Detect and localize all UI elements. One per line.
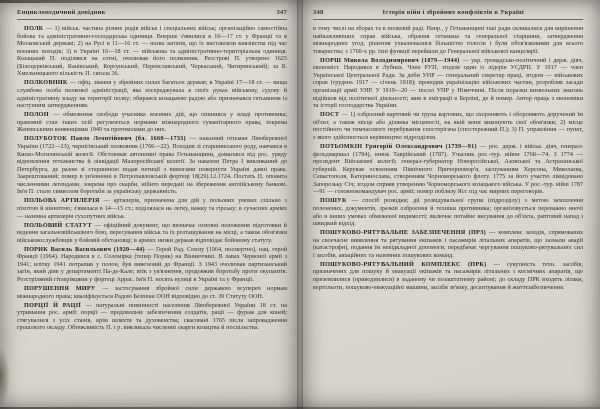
right-running-header [313,9,583,20]
entry-term: ПОШУКОВО-РЯТУВАЛЬНИЙ КОМПЛЕКС (ПРК) [320,260,494,268]
entry-term: ПОРЦІЇ Й РАЦІЇ [24,301,86,309]
entry: ПОЛЬОВА АРТИЛЕРІЯ — артилерія, призначена для дій у польових умовах спільно з піхотою й кіннотою; з'явилася в 14—15 ст.; поділялася на легку, важку та гірську; в сучасних арміях — наземна артилерія сухопутних військ. [17,197,287,220]
entry: ПОРИК Василь Васильович (1920—44) — Герой Рад. Союзу (1964, посмертно), нац. герой Франції (1964). Народився в с. Соломірка (тепер Порик) на Вінниччині. В лавах Червоної армії з 1941; влітку 1941 потрапив у полон, був вивезений до Франції. З 1943 очолював партизанський загін, який діяв у департаменті Па-де-Кале; втік з ув'язнення, продовжив боротьбу проти окупантів. Розстріляний гітлерівцями у фортеці Аррас. Ім'я П. носять вулиці в Україні та у Франції. [17,245,287,283]
entry: в тому числі на зборах та в полковій раді. Напр., у Гетьманщині такі ради скликалися для вирішення найважливіших справ війська, обрання гетьмана та генеральної старшини, затвердження міжнародних угод; рішення ухвалювалися більшістю голосів і були обов'язковими для всього товариства; з 1760-х рр. їхні функції перейшли до Генеральної військової канцелярії. [313,25,583,55]
right-header-title: Історія війн і збройних конфліктів в Україні [382,9,524,16]
entry-term: ПОЛЬОВИЙ СТАТУТ [24,221,95,229]
entry: ПОСТ — 1) озброєний вартовий чи група вартових, що охороняють і обороняють доручений їм об'єкт, а також місце або ділянка місцевості, на якій вони виконують свої обов'язки; 2) місце постійного чи тимчасового перебування спостерігача (спостережний П.); 3) П. управління — пункт, з якого здійснюється керівництво підрозділом. [313,111,583,141]
entry-term: ПОЛК [24,25,46,32]
entry-term: ПОЛОН [24,111,54,119]
entry: ПОЛУБОТОК Павло Леонтійович (бл. 1660—1733) — наказний гетьман Лівобережної України (1722—23), чернігівський полковник (1706—22). Походив зі старшинського роду, навчався в Києво-Могилянській колегії. Обстоював автономні права Гетьманщини, домагався від рос. уряду відновлення гетьманства й ліквідації Малоросійської колегії. За наказом Петра I викликаний до Петербурга, де разом зі старшиною подав петиції з вимогами повернути Україні давні права. Заарештований; помер в ув'язненні в Петропавловській фортеці 18(29).12.1724. Постать П. оповита численними легендами, зокрема про скарби, нібито передані на збереження англійському банкові. Ім'я П. стало символом боротьби за українську державність. [17,135,287,196]
left-page-number: 347 [276,9,287,16]
entry-term: ПОРУШЕННЯ МИРУ [24,285,103,293]
entry: ПОТЬОМКІН Григорій Олександрович (1739—91) — рос. держ. і військ. діяч, генерал-фельдмаршал (1784), князь Таврійський (1787). Учасник рос.-тур. війни 1768—74. З 1774 — президент Військової колегії; генерал-губернатор Новоросійської, Азовської та Астраханської губерній. Керував освоєнням Північного Причорномор'я, заснуванням Херсона, Миколаєва, Севастополя, Катеринослава, створенням Чорноморського флоту. 1775 за його участю ліквідовано Запорозьку Січ; згодом сприяв утворенню Чорноморського козацького війська. У рос.-тур. війні 1787—91 — головнокомандувач рос. армії; помер поблизу Ясс під час мирних переговорів. [313,142,583,196]
entry: ПОЛОН — обмеження свободи учасника воєнних дій, що опинився у владі противника; правовий стан таких осіб регулюється нормами міжнародного гуманітарного права, зокрема Женевськими конвенціями 1949 та протоколами до них. [17,111,287,134]
entry: ПОЛК — 1) військ. частина різних родів військ і спеціальних військ; організаційно самостійна бойова та адміністративно-господарська одиниця. Вперше з'явилися в 16—17 ст. у Франції та в Московській державі; 2) на Русі в 11—16 ст. — назва загонів, що їх виставляли князівства під час воєнних походів; 3) в Україні 16—18 ст. — військова та адміністративно-територіальна одиниця. Козацький П. поділявся на сотні, очолював його полковник. Реєстрові П. утворено 1625 (Білоцерківський, Канівський, Корсунський, Переяславський, Черкаський, Чигиринський); за Б. Хмельницького кількість П. сягала 36. [17,25,287,78]
entry-term: ПОРШ Микола Володимирович (1879—1944) [320,56,463,64]
entry: ПОРУШЕННЯ МИРУ — застосування збройної сили державою всупереч нормам міжнародного права; кваліфікується Радою Безпеки ООН відповідно до ст. 39 Статуту ООН. [17,285,287,300]
entry-term: ПОЛУБОТОК Павло Леонтійович (бл. 1660—1733) [24,135,190,143]
entry: ПОШУК — спосіб розвідки; дії розвідувальної групи (підрозділу) з метою захоплення полонених, документів, зразків озброєння й техніки противника; організовується переважно вночі або в інших умовах обмеженої видимості; включає потайне висування до об'єкта, раптовий напад і швидкий відхід. [313,197,583,228]
entry-term: ПОШУКОВО-РЯТУВАЛЬНЕ ЗАБЕЗПЕЧЕННЯ (ПРЗ) [320,229,490,237]
entry-term: ПОСТ [320,111,342,119]
entry-term: ПОЛЬОВА АРТИЛЕРІЯ [24,197,104,205]
entry: ПОЛЬОВИЙ СТАТУТ — офіційний документ, що визначає основні положення підготовки й ведення загальновійськового бою, пересування військ та їх розташування на місці, а також обов'язки військовослужбовців у бойовій обстановці; в арміях низки держав відповідає бойовому статуту. [17,221,287,244]
entry: ПОРШ Микола Володимирович (1879—1944) — укр. громадсько-політичний і держ. діяч, економіст. Народився в Лубнах. Член РУП, згодом один із лідерів УСДРП. У 1917 — член Української Центральної Ради. За доби УНР — генеральний секретар праці, згодом — військових справ (грудень 1917 — січень 1918); проводив українізацію військових частин, розробляв засади організації армії УНР. У 1919—20 — посол УНР у Німеччині. Після поразки визвольних змагань відійшов від політичної діяльності; жив в еміграції в Берліні, де й помер. Автор праць з економіки та історії господарства України. [313,56,583,110]
entry: ПОШУКОВО-РЯТУВАЛЬНЕ ЗАБЕЗПЕЧЕННЯ (ПРЗ) — комплекс заходів, спрямованих на своєчасне виявлення та рятування екіпажів і пасажирів літальних апаратів, що зазнали аварії (катастрофи), подання їм невідкладної допомоги; передбачає чергування пошуково-рятувальних сил і засобів, авіаційних та наземних пошукових команд. [313,229,583,259]
right-page-number: 348 [313,9,324,16]
entry-term: ПОЛКОВНИК [24,79,70,87]
entry: ПОШУКОВО-РЯТУВАЛЬНИЙ КОМПЛЕКС (ПРК) — сукупність техн. засобів, призначених для пошуку й евакуації екіпажів та пасажирів літальних і космічних апаратів, що приземлилися (приводнилися) в заданому чи позаштатному районі; до складу ПРК входять літаки, вертольоти, пошуково-евакуаційні машини, засоби зв'язку, десантування й життєзабезпечення. [313,260,583,291]
entry: ПОЛКОВНИК — офіц. звання у збройних силах багатьох держав; в Україні 17—18 ст. — вища службова особа полкової адміністрації, яка зосереджувала в своїх руках військову, судову й адміністративну владу на території полку; обирався козацькою радою або призначався гетьманом із наступним затвердженням. [17,79,287,110]
page-right [300,0,600,409]
left-page-text [17,25,287,397]
entry: ПОРЦІЇ Й РАЦІЇ — натуральні повинності населення Лівобережної України 18 ст. на утримання рос. армії: порції — продовольче забезпечення солдатів, рації — фураж для коней; стягувалися з усіх станів, крім шляхти та духовенства; скасовані 1765 після запровадження грошового окладу. Обтяжливість П. і р. викликала численні скарги козацтва й поспільства. [17,301,287,332]
left-header-title: Енциклопедичний довідник [17,9,106,16]
entry-term: ПОШУК [320,197,352,205]
entry-term: ПОТЬОМКІН Григорій Олександрович (1739—91) [320,142,480,150]
left-running-header [17,9,287,20]
entry-term: ПОРИК Василь Васильович (1920—44) [24,245,148,253]
right-page-text [313,25,583,397]
